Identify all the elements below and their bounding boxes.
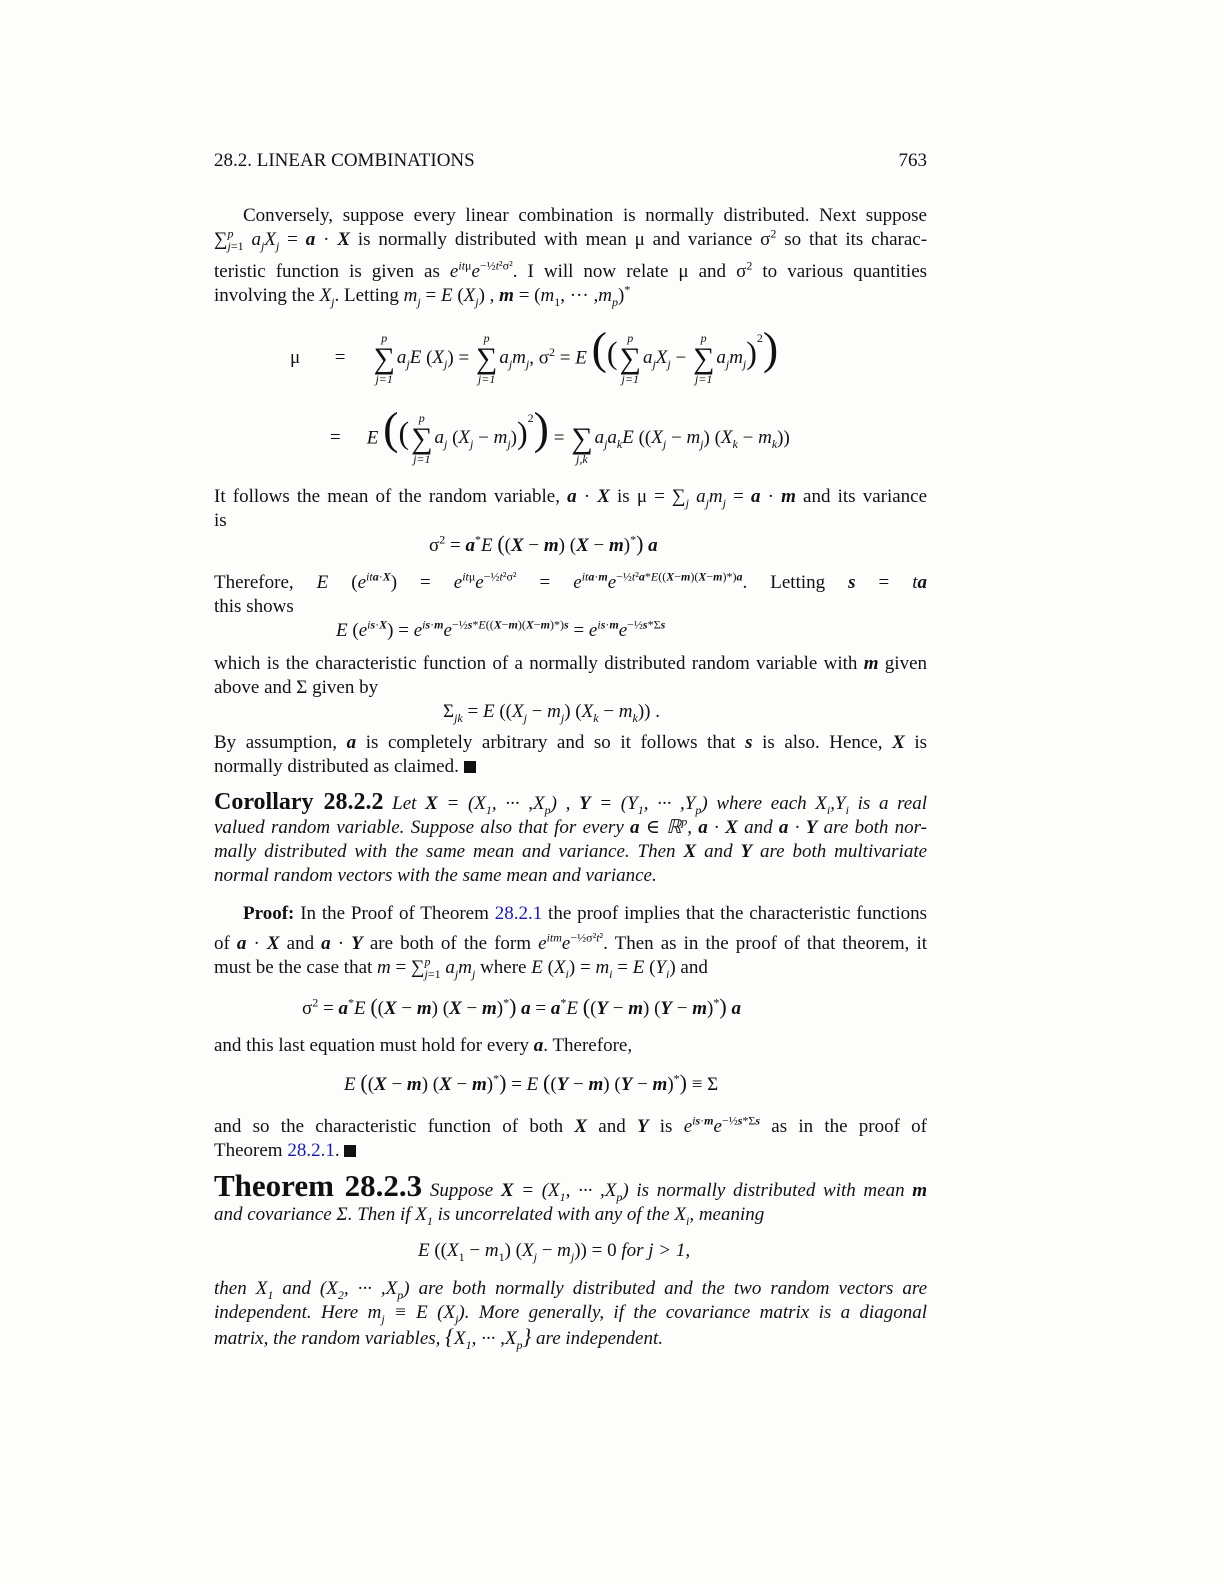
text-line: matrix, the random variables, {$X_1$, ··· $,X_p$} are independent. <box>214 1324 663 1352</box>
proof-continued <box>214 1034 927 1058</box>
text-line: Therefore, E $(e^{ita\cdot X}) = e^{it\mu}e^{-\frac{1}{2}t^2\sigma^2} = e^{ita\cdot m}e^{-\frac{1}{2}t^2a*E((X-m)(X-m)*)a}$. Letting s = ta <box>214 569 928 593</box>
paragraph-which <box>214 652 927 700</box>
paragraph-conversely <box>214 204 927 308</box>
text-line: Corollary 28.2.2 Let $X = (X_1$, ··· $,X_p$) , $Y = (Y_1$, ··· $,Y_p$) where each $X_i,Y_i$ is a real <box>214 789 928 817</box>
proof-heading: Proof: <box>243 903 295 924</box>
text-line: and covariance Σ. Then if $X_1$ is uncorrelated with any of the $X_i$, meaning <box>214 1204 765 1228</box>
text-line: Conversely, suppose every linear combination is normally distributed. Next suppose <box>243 205 927 226</box>
proof-conclusion <box>214 1115 927 1163</box>
qed-square-icon <box>344 1145 356 1157</box>
equation-mu: μ = p ∑ j=1 $a_jE$ $(X_j)$ = p ∑ j=1 $a_jm_j$, $\sigma^2 = E$ (( p ∑ j=1 $a_jX_j$ − p ∑ j=1 $a_jm_j)^2$) <box>290 322 779 386</box>
paragraph-mean <box>214 485 927 533</box>
equation-sigma: = E (( p ∑ j=1 $a_j$ $(X_j - m_j))^2$) = ∑ j,k $a_ja_kE$ $((X_j - m_j) (X_k - m_k))$ <box>330 402 790 466</box>
math-inline: ∑$^p_{j=1}$ $a_jX_j = a \cdot X$ <box>214 226 350 253</box>
equation-charfunc: E $(e^{is\cdot X}) = e^{is\cdot m}e^{-\frac{1}{2}s*E((X-m)(X-m)*)s} = e^{is\cdot m}e^{-\frac{1}{2}s*\Sigma s}$ <box>336 617 666 641</box>
text-line: It follows the mean of the random variable, a · X is $\mu = \sum_j$ $a_jm_j = a \cdot m$ and its variance <box>214 486 928 510</box>
theorem-heading: Theorem 28.2.3 <box>214 1168 423 1203</box>
text-line: valued random variable. Suppose also that for every a ∈ ℝ$^p$, a · X and a · Y are both nor- <box>214 814 928 838</box>
text-line: and so the characteristic function of both X and Y is $e^{is\cdot m}e^{-\frac{1}{2}s*\Sigma s}$ as in the proof of <box>214 1113 928 1137</box>
text-line: Theorem 28.2.3 Suppose $X = (X_1$, ··· $,X_p$) is normally distributed with mean m <box>214 1168 928 1204</box>
math-inline: $e^{it\mu}e^{-\frac{1}{2}t^2\sigma^2}$ <box>449 258 513 282</box>
text-line: ∑$^p_{j=1}$ $a_jX_j = a \cdot X$ is normally distributed with mean μ and variance $\sigma^2$ so that its charac- <box>214 226 928 253</box>
proof-block <box>214 902 927 980</box>
running-header <box>214 149 927 173</box>
text-line: independent. Here $m_j \equiv E$ $(X_j)$. More generally, if the covariance matrix is a diagonal <box>214 1302 927 1326</box>
text-line: above and Σ given by <box>214 677 379 698</box>
theorem-28-2-1-link[interactable]: 28.2.1 <box>494 903 543 924</box>
theorem-28-2-3 <box>214 1168 928 1228</box>
text-line: normally distributed as claimed. <box>214 755 927 779</box>
text-line: involving the $X_j$. Letting $m_j = E$ $(X_j)$ , $m = (m_1$, ··· $,m_p)^*$ <box>214 282 631 309</box>
qed-square-icon <box>464 761 476 773</box>
section-title: 28.2. LINEAR COMBINATIONS <box>214 150 475 171</box>
text-line: and this last equation must hold for every a. Therefore, <box>214 1035 633 1056</box>
text-line: then $X_1$ and ($X_2$, ··· $,X_p$) are both normally distributed and the two random vectors are <box>214 1278 928 1302</box>
text-line: Theorem 28.2.1. <box>214 1139 927 1163</box>
text-line: normal random vectors with the same mean and variance. <box>214 865 657 886</box>
corollary-heading: Corollary 28.2.2 <box>214 789 384 815</box>
equation-covariance: $\Sigma_{jk} = E$ $((X_j - m_j) (X_k - m_k))$ . <box>443 701 660 725</box>
equation-variance: $\sigma^2 = a^*E$ ((X − m) (X − m)*) a <box>429 531 658 556</box>
page-number: 763 <box>898 150 927 171</box>
paragraph-therefore <box>214 571 927 619</box>
text-line: this shows <box>214 596 294 617</box>
equation-uncorrelated: E $((X_1 - m_1) (X_j - m_j)) = 0$ for j > 1, <box>418 1240 691 1264</box>
theorem-continued <box>214 1277 927 1351</box>
text-line: of a · X and a · Y are both of the form $e^{itm}e^{-\frac{1}{2}\sigma^2t^2}$. Then as in the proof of that theorem, it <box>214 930 928 954</box>
theorem-28-2-1-link[interactable]: 28.2.1 <box>287 1140 335 1161</box>
text-line: must be the case that m = ∑$^p_{j=1}$ $a_jm_j$ where E $(X_i) = m_i = E$ $(Y_i)$ and <box>214 954 708 981</box>
equation-proof-variance: $\sigma^2 = a^*E$ ((X − m) (X − m)*) a = a*E ((Y − m) (Y − m)*) a <box>302 994 741 1019</box>
text-line: Proof: In the Proof of Theorem 28.2.1 the proof implies that the characteristic functions <box>243 903 928 924</box>
text-line: By assumption, a is completely arbitrary and so it follows that s is also. Hence, X is <box>214 732 928 753</box>
paragraph-assumption <box>214 731 927 779</box>
math-inline: $m_j = E$ $(X_j)$ , $m = (m_1$, ··· $,m_p)^*$ <box>403 282 631 309</box>
text-line: teristic function is given as $e^{it\mu}e^{-\frac{1}{2}t^2\sigma^2}$. I will now relate μ and $\sigma^2$ to various quantities <box>214 258 928 282</box>
text-line: mally distributed with the same mean and variance. Then X and Y are both multivariate <box>214 841 928 862</box>
text-line: is <box>214 510 227 531</box>
text-line: which is the characteristic function of a normally distributed random variable with m given <box>214 653 928 674</box>
equation-proof-equal: E ((X − m) (X − m)*) = E ((Y − m) (Y − m)*) ≡ Σ <box>344 1070 719 1095</box>
corollary-28-2-2 <box>214 790 927 888</box>
